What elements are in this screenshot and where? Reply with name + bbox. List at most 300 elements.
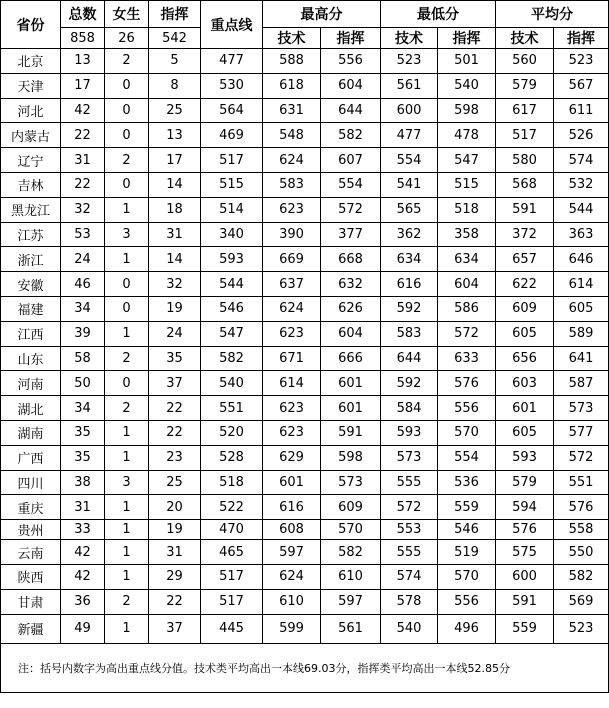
cell-female: 2 [105,346,149,371]
header-avg-score: 平均分 [496,1,609,28]
table-row [1,73,609,98]
cell-avg-tech: 580 [496,148,554,173]
cell-avg-tech: 591 [496,197,554,222]
cell-avg-tech: 656 [496,346,554,371]
cell-female: 1 [105,321,149,346]
cell-max-cmd: 582 [321,123,381,148]
cell-min-cmd: 519 [438,540,496,565]
cell-female: 1 [105,564,149,589]
cell-command: 8 [149,73,201,98]
cell-total: 33 [61,520,105,540]
cell-province: 福建 [1,296,61,321]
header-max-score: 最高分 [263,1,381,28]
footnote: 注：括号内数字为高出重点线分值。技术类平均高出一本线69.03分，指挥类平均高出一本线52.85分 [1,643,609,692]
cell-key-line: 522 [201,495,263,520]
table-row [1,272,609,297]
cell-min-cmd: 633 [438,346,496,371]
cell-key-line: 517 [201,564,263,589]
cell-max-tech: 608 [263,520,321,540]
cell-max-tech: 599 [263,614,321,643]
cell-min-cmd: 576 [438,371,496,396]
cell-avg-tech: 579 [496,73,554,98]
table-row [1,371,609,396]
cell-province: 天津 [1,73,61,98]
cell-province: 河北 [1,98,61,123]
cell-key-line: 340 [201,222,263,247]
cell-max-cmd: 554 [321,172,381,197]
table-row [1,98,609,123]
cell-province: 江苏 [1,222,61,247]
cell-avg-tech: 609 [496,296,554,321]
cell-avg-cmd: 572 [554,445,609,470]
cell-female: 3 [105,470,149,495]
cell-key-line: 540 [201,371,263,396]
cell-min-cmd: 634 [438,247,496,272]
cell-province: 河南 [1,371,61,396]
cell-max-cmd: 377 [321,222,381,247]
cell-max-cmd: 591 [321,420,381,445]
cell-min-cmd: 547 [438,148,496,173]
cell-min-cmd: 570 [438,420,496,445]
cell-max-tech: 618 [263,73,321,98]
cell-command: 5 [149,49,201,74]
cell-female: 0 [105,98,149,123]
cell-female: 1 [105,197,149,222]
cell-province: 贵州 [1,520,61,540]
cell-max-cmd: 561 [321,614,381,643]
table-row [1,470,609,495]
cell-max-tech: 637 [263,272,321,297]
cell-avg-cmd: 574 [554,148,609,173]
cell-avg-tech: 605 [496,321,554,346]
table-row [1,197,609,222]
cell-max-tech: 631 [263,98,321,123]
cell-max-cmd: 601 [321,396,381,421]
cell-female: 0 [105,73,149,98]
cell-min-cmd: 478 [438,123,496,148]
cell-command: 20 [149,495,201,520]
cell-key-line: 469 [201,123,263,148]
cell-female: 0 [105,296,149,321]
cell-max-tech: 623 [263,420,321,445]
total-sum: 858 [61,28,105,49]
cell-avg-cmd: 569 [554,589,609,614]
cell-command: 31 [149,222,201,247]
cell-avg-cmd: 577 [554,420,609,445]
cell-avg-tech: 593 [496,445,554,470]
cell-avg-tech: 601 [496,396,554,421]
cell-min-tech: 541 [381,172,438,197]
cell-avg-cmd: 523 [554,49,609,74]
table-row [1,321,609,346]
cell-command: 22 [149,589,201,614]
cell-female: 2 [105,148,149,173]
cell-max-tech: 616 [263,495,321,520]
cell-command: 29 [149,564,201,589]
cell-command: 32 [149,272,201,297]
cell-province: 陕西 [1,564,61,589]
cell-min-tech: 574 [381,564,438,589]
cell-command: 37 [149,371,201,396]
cell-total: 42 [61,98,105,123]
cell-key-line: 514 [201,197,263,222]
cell-female: 0 [105,172,149,197]
cell-avg-cmd: 551 [554,470,609,495]
cell-min-cmd: 496 [438,614,496,643]
cell-max-tech: 583 [263,172,321,197]
cell-total: 31 [61,148,105,173]
cell-max-tech: 624 [263,564,321,589]
table-row [1,247,609,272]
cell-province: 甘肃 [1,589,61,614]
max-tech-header: 技术 [263,28,321,49]
cell-max-tech: 623 [263,396,321,421]
cell-avg-cmd: 587 [554,371,609,396]
cell-female: 1 [105,420,149,445]
cell-max-cmd: 597 [321,589,381,614]
cell-female: 0 [105,371,149,396]
cell-max-tech: 669 [263,247,321,272]
cell-female: 1 [105,495,149,520]
cell-avg-cmd: 614 [554,272,609,297]
header-command: 指挥 [149,1,201,28]
cell-avg-cmd: 573 [554,396,609,421]
cell-avg-tech: 591 [496,589,554,614]
female-sum: 26 [105,28,149,49]
cell-max-tech: 671 [263,346,321,371]
header-total: 总数 [61,1,105,28]
cell-command: 25 [149,98,201,123]
cell-command: 14 [149,247,201,272]
table-row [1,589,609,614]
cell-max-tech: 548 [263,123,321,148]
cell-min-cmd: 501 [438,49,496,74]
cell-avg-cmd: 646 [554,247,609,272]
cell-max-cmd: 598 [321,445,381,470]
cell-female: 2 [105,49,149,74]
avg-cmd-header: 指挥 [554,28,609,49]
cell-province: 黑龙江 [1,197,61,222]
cell-command: 13 [149,123,201,148]
cell-max-tech: 597 [263,540,321,565]
cell-total: 35 [61,420,105,445]
cell-key-line: 465 [201,540,263,565]
table-row [1,148,609,173]
table-row [1,614,609,643]
cell-min-cmd: 604 [438,272,496,297]
table-row [1,495,609,520]
cell-key-line: 477 [201,49,263,74]
cell-command: 22 [149,396,201,421]
cell-max-cmd: 644 [321,98,381,123]
cell-min-tech: 634 [381,247,438,272]
cell-total: 53 [61,222,105,247]
cell-avg-tech: 575 [496,540,554,565]
cell-avg-cmd: 526 [554,123,609,148]
cell-min-cmd: 556 [438,396,496,421]
cell-total: 49 [61,614,105,643]
cell-avg-tech: 657 [496,247,554,272]
cell-province: 江西 [1,321,61,346]
header-key-line: 重点线 [201,1,263,49]
cell-min-tech: 554 [381,148,438,173]
cell-avg-tech: 617 [496,98,554,123]
header-min-score: 最低分 [381,1,496,28]
cell-total: 34 [61,396,105,421]
cell-province: 吉林 [1,172,61,197]
cell-min-cmd: 598 [438,98,496,123]
cell-min-tech: 593 [381,420,438,445]
cell-avg-cmd: 544 [554,197,609,222]
min-tech-header: 技术 [381,28,438,49]
cell-province: 内蒙古 [1,123,61,148]
cell-command: 19 [149,296,201,321]
cell-key-line: 470 [201,520,263,540]
cell-min-cmd: 570 [438,564,496,589]
cell-min-tech: 540 [381,614,438,643]
cell-max-cmd: 609 [321,495,381,520]
cell-command: 17 [149,148,201,173]
cell-max-cmd: 632 [321,272,381,297]
cell-province: 湖南 [1,420,61,445]
cell-min-tech: 600 [381,98,438,123]
cell-max-tech: 610 [263,589,321,614]
cell-command: 31 [149,540,201,565]
cell-province: 浙江 [1,247,61,272]
cell-avg-cmd: 550 [554,540,609,565]
cell-total: 24 [61,247,105,272]
cell-province: 北京 [1,49,61,74]
cell-max-tech: 390 [263,222,321,247]
cell-female: 1 [105,540,149,565]
cell-command: 35 [149,346,201,371]
cell-max-cmd: 601 [321,371,381,396]
cell-max-tech: 624 [263,148,321,173]
cell-total: 22 [61,123,105,148]
cell-min-cmd: 556 [438,589,496,614]
cell-avg-cmd: 532 [554,172,609,197]
cell-max-cmd: 573 [321,470,381,495]
cell-total: 13 [61,49,105,74]
cell-min-cmd: 540 [438,73,496,98]
cell-min-tech: 616 [381,272,438,297]
cell-max-tech: 623 [263,321,321,346]
cell-avg-cmd: 582 [554,564,609,589]
table-row [1,346,609,371]
cell-total: 34 [61,296,105,321]
cell-max-cmd: 556 [321,49,381,74]
cell-key-line: 515 [201,172,263,197]
cell-avg-tech: 605 [496,420,554,445]
cell-max-cmd: 582 [321,540,381,565]
cell-female: 1 [105,247,149,272]
cell-avg-tech: 560 [496,49,554,74]
cell-female: 1 [105,520,149,540]
cell-min-cmd: 536 [438,470,496,495]
cell-max-cmd: 570 [321,520,381,540]
cell-min-cmd: 358 [438,222,496,247]
table-row [1,564,609,589]
cell-max-tech: 623 [263,197,321,222]
cell-key-line: 517 [201,148,263,173]
cell-total: 32 [61,197,105,222]
cell-max-tech: 624 [263,296,321,321]
cell-avg-cmd: 611 [554,98,609,123]
cell-command: 14 [149,172,201,197]
cell-province: 云南 [1,540,61,565]
cell-min-tech: 561 [381,73,438,98]
cell-max-cmd: 572 [321,197,381,222]
cell-max-cmd: 668 [321,247,381,272]
cell-total: 22 [61,172,105,197]
cell-max-cmd: 607 [321,148,381,173]
cell-command: 25 [149,470,201,495]
cell-key-line: 530 [201,73,263,98]
cell-min-tech: 592 [381,371,438,396]
cell-province: 辽宁 [1,148,61,173]
cell-province: 广西 [1,445,61,470]
cell-avg-cmd: 523 [554,614,609,643]
cell-total: 35 [61,445,105,470]
cell-command: 37 [149,614,201,643]
cell-min-tech: 583 [381,321,438,346]
cell-key-line: 544 [201,272,263,297]
cell-key-line: 564 [201,98,263,123]
cell-key-line: 445 [201,614,263,643]
cell-max-cmd: 626 [321,296,381,321]
cell-min-tech: 592 [381,296,438,321]
cell-female: 2 [105,396,149,421]
cell-min-cmd: 518 [438,197,496,222]
cell-avg-cmd: 576 [554,495,609,520]
cell-key-line: 547 [201,321,263,346]
cell-key-line: 520 [201,420,263,445]
cell-avg-tech: 372 [496,222,554,247]
cell-avg-tech: 517 [496,123,554,148]
cell-max-cmd: 666 [321,346,381,371]
cell-total: 42 [61,564,105,589]
cell-avg-cmd: 363 [554,222,609,247]
cell-min-tech: 362 [381,222,438,247]
cell-avg-tech: 603 [496,371,554,396]
table-row [1,520,609,540]
cell-province: 四川 [1,470,61,495]
cell-total: 39 [61,321,105,346]
cell-min-tech: 572 [381,495,438,520]
table-row [1,396,609,421]
cell-command: 24 [149,321,201,346]
cell-key-line: 518 [201,470,263,495]
cell-total: 42 [61,540,105,565]
cell-total: 46 [61,272,105,297]
cell-province: 安徽 [1,272,61,297]
cell-min-cmd: 586 [438,296,496,321]
cell-female: 2 [105,589,149,614]
cell-key-line: 551 [201,396,263,421]
header-province: 省份 [1,1,61,49]
cell-key-line: 517 [201,589,263,614]
cell-max-cmd: 604 [321,73,381,98]
table-row [1,222,609,247]
cell-key-line: 593 [201,247,263,272]
max-cmd-header: 指挥 [321,28,381,49]
cell-min-tech: 477 [381,123,438,148]
cell-min-tech: 523 [381,49,438,74]
cell-avg-tech: 594 [496,495,554,520]
cell-command: 22 [149,420,201,445]
cell-command: 23 [149,445,201,470]
cell-min-cmd: 515 [438,172,496,197]
cell-min-cmd: 546 [438,520,496,540]
cell-province: 重庆 [1,495,61,520]
cell-province: 湖北 [1,396,61,421]
cell-avg-cmd: 558 [554,520,609,540]
cell-province: 山东 [1,346,61,371]
cell-avg-tech: 559 [496,614,554,643]
cell-avg-cmd: 589 [554,321,609,346]
cell-key-line: 528 [201,445,263,470]
cell-female: 1 [105,445,149,470]
cell-total: 17 [61,73,105,98]
avg-tech-header: 技术 [496,28,554,49]
cell-max-cmd: 604 [321,321,381,346]
table-row [1,172,609,197]
cell-max-cmd: 610 [321,564,381,589]
cell-female: 0 [105,272,149,297]
cell-total: 50 [61,371,105,396]
command-sum: 542 [149,28,201,49]
cell-min-cmd: 559 [438,495,496,520]
cell-min-tech: 553 [381,520,438,540]
table-row [1,49,609,74]
cell-total: 38 [61,470,105,495]
cell-key-line: 546 [201,296,263,321]
cell-min-tech: 555 [381,540,438,565]
cell-min-cmd: 554 [438,445,496,470]
table-row [1,445,609,470]
cell-max-tech: 588 [263,49,321,74]
cell-total: 36 [61,589,105,614]
cell-command: 18 [149,197,201,222]
cell-avg-tech: 579 [496,470,554,495]
cell-avg-tech: 568 [496,172,554,197]
cell-max-tech: 601 [263,470,321,495]
cell-min-tech: 644 [381,346,438,371]
cell-min-tech: 573 [381,445,438,470]
cell-min-cmd: 572 [438,321,496,346]
table-row [1,420,609,445]
cell-total: 58 [61,346,105,371]
cell-min-tech: 584 [381,396,438,421]
cell-female: 1 [105,614,149,643]
cell-max-tech: 614 [263,371,321,396]
cell-female: 3 [105,222,149,247]
cell-total: 31 [61,495,105,520]
cell-min-tech: 555 [381,470,438,495]
table-row [1,540,609,565]
cell-avg-tech: 576 [496,520,554,540]
header-female: 女生 [105,1,149,28]
cell-avg-tech: 622 [496,272,554,297]
cell-max-tech: 629 [263,445,321,470]
cell-avg-tech: 600 [496,564,554,589]
cell-min-tech: 565 [381,197,438,222]
cell-province: 新疆 [1,614,61,643]
cell-avg-cmd: 567 [554,73,609,98]
cell-min-tech: 578 [381,589,438,614]
cell-avg-cmd: 641 [554,346,609,371]
cell-female: 0 [105,123,149,148]
